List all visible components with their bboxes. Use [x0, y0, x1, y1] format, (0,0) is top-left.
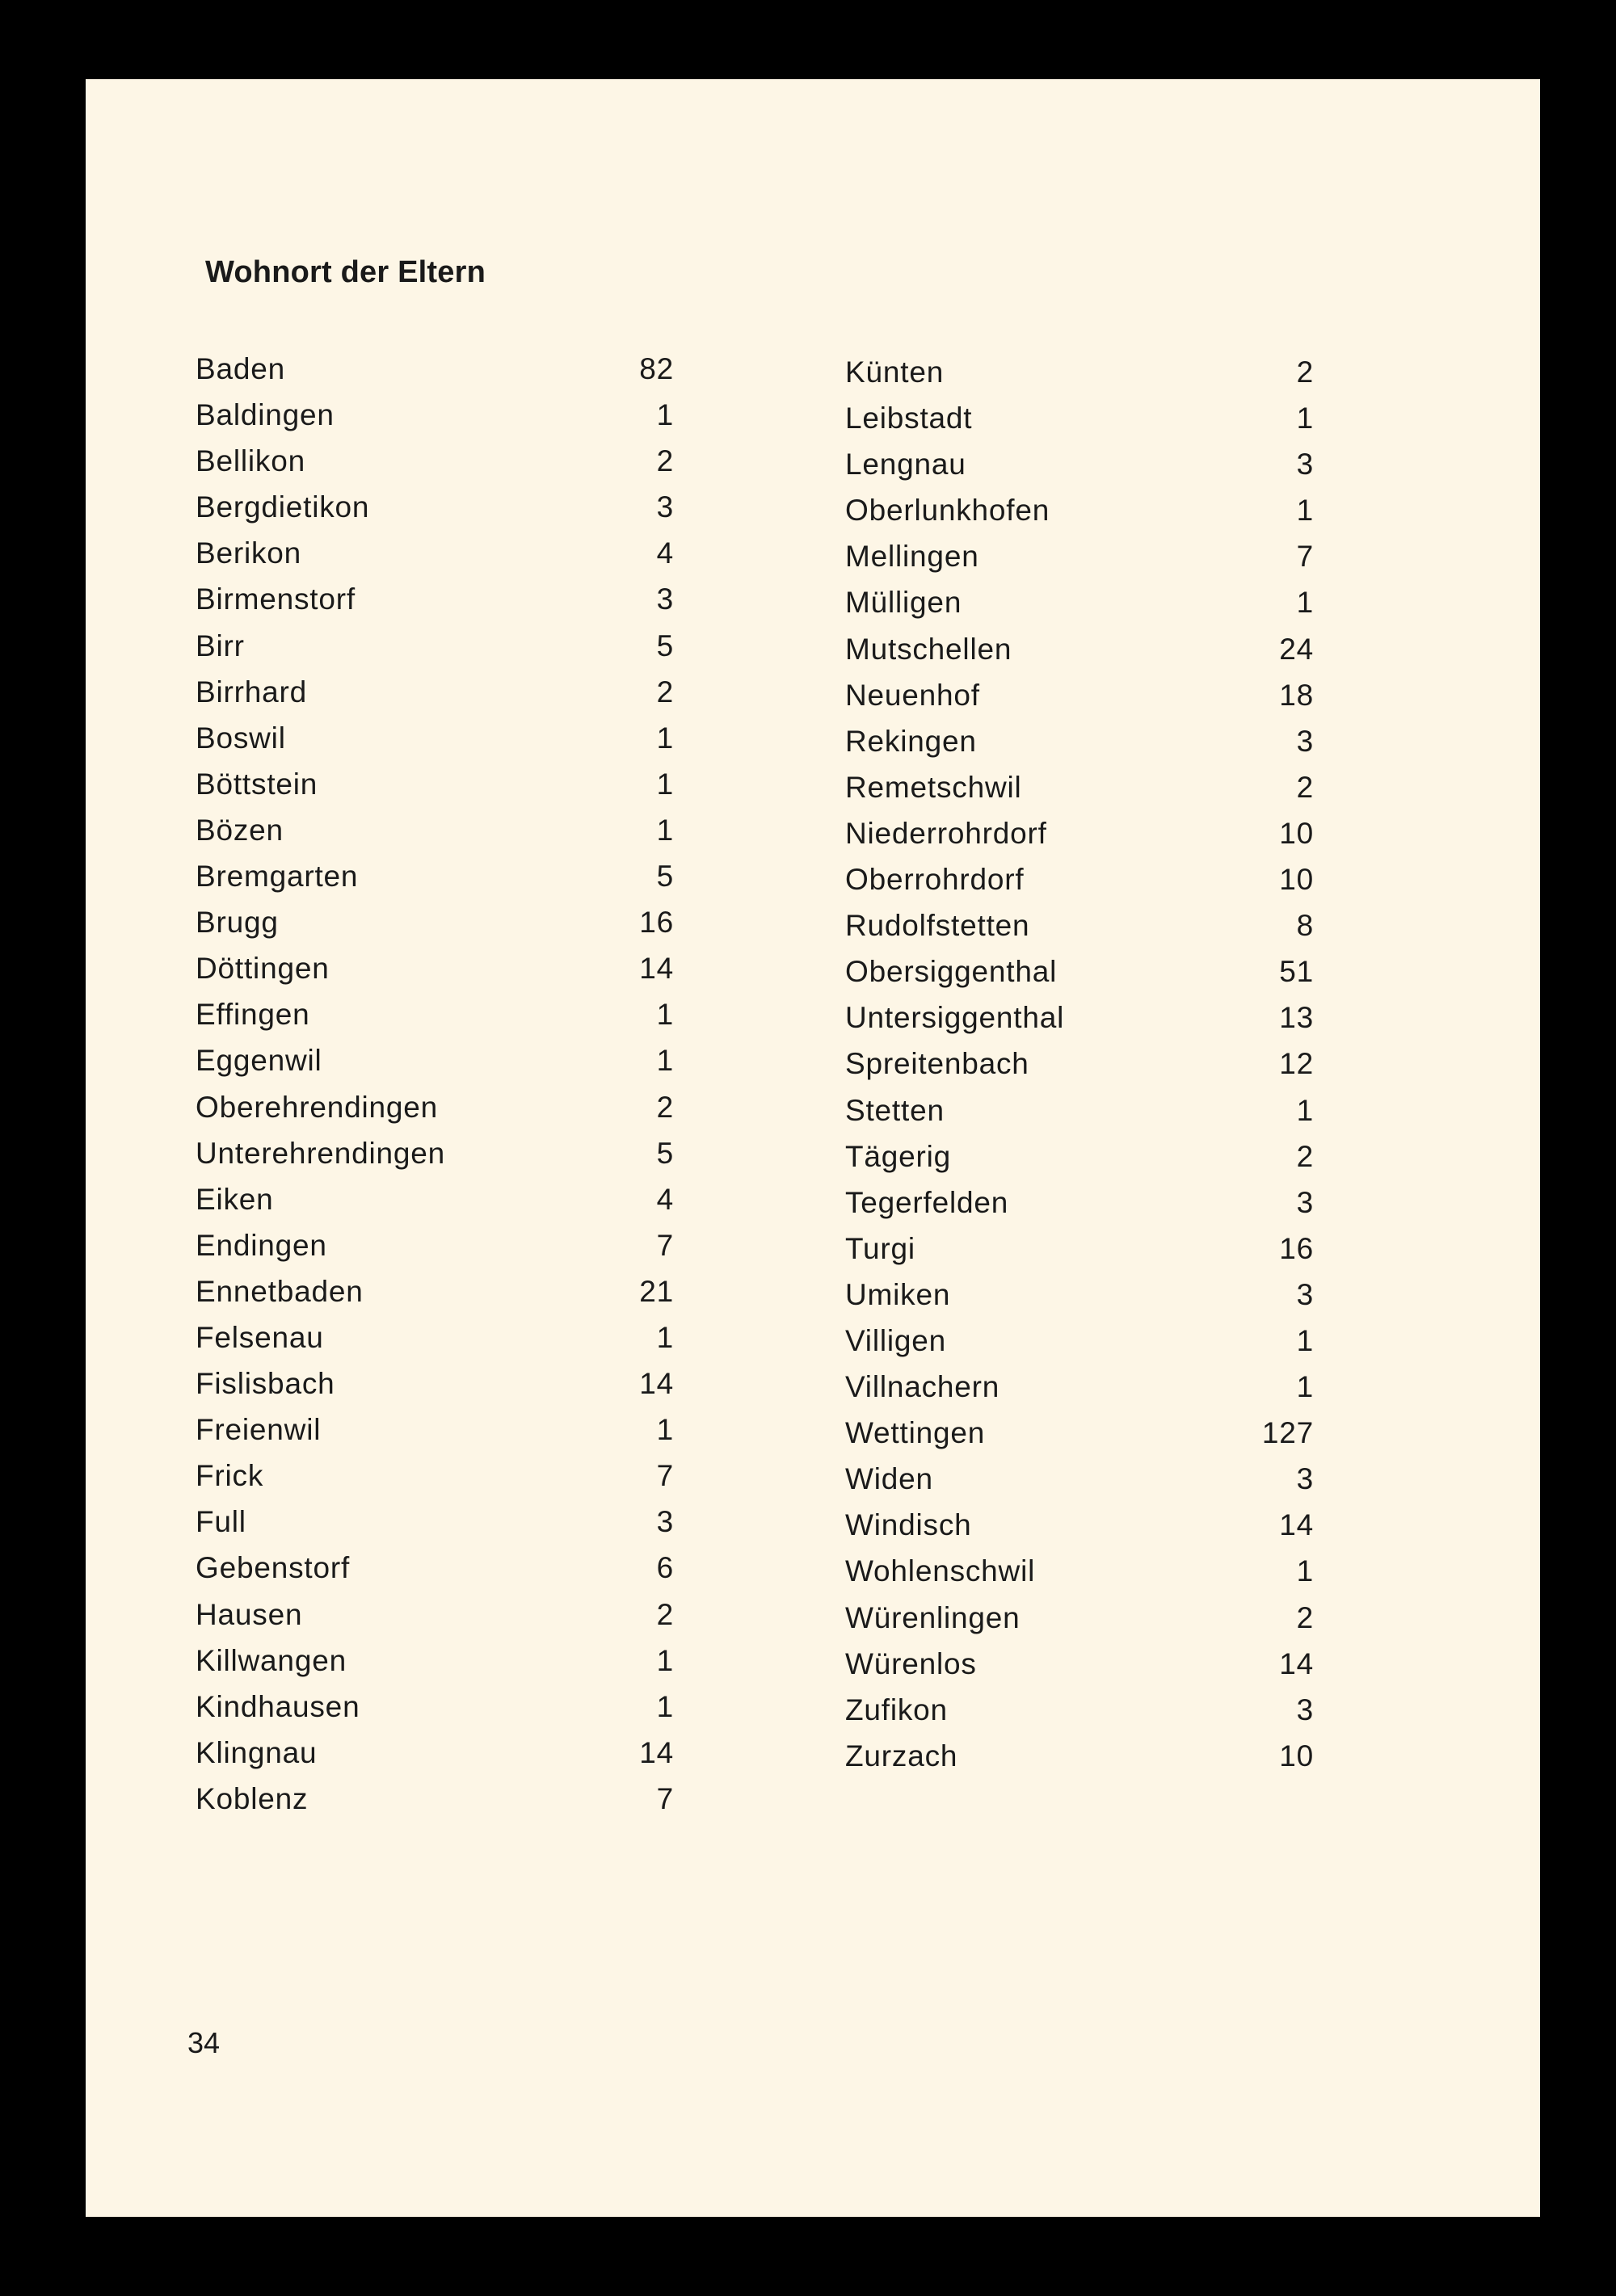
place-name: Boswil — [196, 721, 286, 755]
place-name: Baldingen — [196, 398, 335, 432]
place-name: Bözen — [196, 813, 284, 847]
list-row — [845, 395, 1314, 441]
place-name: Eiken — [196, 1182, 274, 1216]
list-row — [845, 810, 1314, 856]
list-row — [196, 807, 680, 853]
list-row — [196, 715, 680, 761]
list-row — [196, 853, 680, 899]
list-row — [196, 1684, 680, 1730]
place-count: 1 — [656, 721, 674, 755]
place-count: 3 — [1296, 1277, 1314, 1311]
list-row — [196, 1084, 680, 1130]
place-name: Brugg — [196, 906, 279, 940]
place-name: Tägerig — [845, 1139, 952, 1173]
place-count: 1 — [656, 1643, 674, 1677]
place-name: Zurzach — [845, 1739, 958, 1772]
list-row — [196, 899, 680, 945]
place-name: Birr — [196, 629, 245, 662]
place-name: Oberrohrdorf — [845, 863, 1025, 897]
place-count: 2 — [656, 1597, 674, 1631]
place-name: Spreitenbach — [845, 1047, 1029, 1081]
list-row — [196, 1176, 680, 1222]
place-count: 7 — [1296, 540, 1314, 574]
place-name: Turgi — [845, 1231, 915, 1265]
place-count: 4 — [656, 1182, 674, 1216]
place-name: Villnachern — [845, 1370, 1000, 1404]
place-name: Untersiggenthal — [845, 1001, 1065, 1035]
place-name: Bellikon — [196, 444, 305, 478]
place-name: Oberlunkhofen — [845, 494, 1050, 528]
place-name: Frick — [196, 1459, 264, 1493]
place-name: Mellingen — [845, 540, 979, 574]
list-row — [845, 349, 1314, 395]
list-row — [196, 346, 680, 392]
place-count: 6 — [656, 1551, 674, 1585]
place-name: Ennetbaden — [196, 1274, 364, 1308]
list-row — [196, 761, 680, 807]
place-name: Rekingen — [845, 724, 977, 758]
place-name: Baden — [196, 352, 285, 385]
list-row — [196, 530, 680, 576]
place-count: 10 — [1279, 816, 1314, 850]
list-row — [196, 1592, 680, 1638]
place-name: Klingnau — [196, 1735, 318, 1769]
place-name: Rudolfstetten — [845, 909, 1030, 943]
list-row — [845, 1641, 1314, 1687]
place-count: 1 — [656, 1689, 674, 1723]
place-count: 1 — [656, 998, 674, 1032]
place-name: Effingen — [196, 998, 310, 1032]
place-name: Unterehrendingen — [196, 1136, 446, 1170]
list-row — [845, 995, 1314, 1041]
place-count: 3 — [656, 582, 674, 616]
place-name: Remetschwil — [845, 770, 1022, 804]
place-name: Obersiggenthal — [845, 955, 1058, 989]
place-count: 3 — [1296, 1462, 1314, 1496]
place-name: Birmenstorf — [196, 582, 356, 616]
place-count: 16 — [1279, 1231, 1314, 1265]
list-row — [845, 441, 1314, 487]
place-name: Wettingen — [845, 1416, 986, 1450]
place-count: 3 — [1296, 448, 1314, 481]
place-count: 8 — [1296, 909, 1314, 943]
list-row — [196, 484, 680, 530]
place-count: 1 — [656, 1320, 674, 1354]
place-count: 4 — [656, 536, 674, 570]
place-count: 14 — [639, 952, 674, 986]
list-row — [196, 1314, 680, 1360]
place-name: Koblenz — [196, 1781, 309, 1815]
list-row — [845, 487, 1314, 533]
list-row — [845, 718, 1314, 764]
list-row — [845, 1733, 1314, 1779]
place-name: Tegerfelden — [845, 1185, 1009, 1219]
place-name: Mutschellen — [845, 632, 1012, 666]
place-name: Endingen — [196, 1228, 327, 1262]
place-name: Oberehrendingen — [196, 1090, 438, 1124]
place-name: Lengnau — [845, 448, 966, 481]
place-name: Döttingen — [196, 952, 330, 986]
place-count: 1 — [656, 813, 674, 847]
place-count: 1 — [1296, 494, 1314, 528]
place-count: 2 — [656, 444, 674, 478]
place-count: 14 — [639, 1735, 674, 1769]
right-column-list — [845, 349, 1314, 1779]
place-name: Wohlenschwil — [845, 1554, 1036, 1588]
list-row — [845, 1272, 1314, 1318]
place-name: Mülligen — [845, 586, 962, 620]
place-count: 10 — [1279, 863, 1314, 897]
list-row — [196, 1545, 680, 1591]
list-row — [845, 764, 1314, 810]
list-row — [845, 672, 1314, 718]
list-row — [845, 1087, 1314, 1133]
list-row — [196, 1360, 680, 1407]
place-count: 1 — [656, 1413, 674, 1447]
list-row — [845, 1548, 1314, 1594]
place-count: 3 — [656, 1505, 674, 1539]
place-count: 12 — [1279, 1047, 1314, 1081]
place-count: 24 — [1279, 632, 1314, 666]
place-name: Birrhard — [196, 675, 307, 709]
list-row — [196, 438, 680, 484]
list-row — [845, 902, 1314, 948]
list-row — [845, 1041, 1314, 1087]
place-name: Niederrohrdorf — [845, 816, 1047, 850]
place-name: Stetten — [845, 1093, 945, 1127]
place-count: 5 — [656, 860, 674, 894]
place-name: Würenlingen — [845, 1600, 1021, 1634]
list-row — [845, 1502, 1314, 1548]
place-count: 2 — [656, 1090, 674, 1124]
place-count: 1 — [656, 398, 674, 432]
place-count: 2 — [1296, 1600, 1314, 1634]
list-row — [845, 1133, 1314, 1180]
list-row — [845, 626, 1314, 672]
list-row — [845, 1410, 1314, 1456]
list-row — [845, 948, 1314, 995]
list-row — [196, 1776, 680, 1822]
list-row — [196, 392, 680, 438]
place-name: Zufikon — [845, 1693, 948, 1726]
place-name: Fislisbach — [196, 1367, 335, 1401]
place-name: Villigen — [845, 1323, 947, 1357]
list-row — [196, 669, 680, 715]
place-name: Freienwil — [196, 1413, 322, 1447]
left-column-list — [196, 346, 680, 1822]
place-name: Bremgarten — [196, 860, 359, 894]
place-count: 3 — [656, 490, 674, 524]
place-name: Full — [196, 1505, 246, 1539]
place-count: 1 — [1296, 1554, 1314, 1588]
list-row — [845, 533, 1314, 579]
list-row — [845, 1318, 1314, 1364]
place-name: Gebenstorf — [196, 1551, 351, 1585]
list-row — [845, 1226, 1314, 1272]
place-count: 13 — [1279, 1001, 1314, 1035]
place-name: Kindhausen — [196, 1689, 360, 1723]
place-count: 1 — [1296, 402, 1314, 435]
place-name: Eggenwil — [196, 1044, 322, 1078]
place-name: Neuenhof — [845, 678, 980, 712]
place-count: 51 — [1279, 955, 1314, 989]
place-name: Bergdietikon — [196, 490, 370, 524]
list-row — [196, 1407, 680, 1453]
place-count: 7 — [656, 1228, 674, 1262]
place-count: 3 — [1296, 1185, 1314, 1219]
place-count: 7 — [656, 1781, 674, 1815]
place-name: Böttstein — [196, 767, 318, 801]
list-row — [845, 1364, 1314, 1410]
list-row — [845, 1595, 1314, 1641]
place-count: 10 — [1279, 1739, 1314, 1772]
place-count: 14 — [1279, 1508, 1314, 1542]
list-row — [196, 1499, 680, 1545]
place-name: Killwangen — [196, 1643, 347, 1677]
place-name: Berikon — [196, 536, 302, 570]
place-name: Windisch — [845, 1508, 972, 1542]
place-count: 7 — [656, 1459, 674, 1493]
place-count: 3 — [1296, 724, 1314, 758]
place-count: 82 — [639, 352, 674, 385]
list-row — [196, 1453, 680, 1499]
place-count: 127 — [1261, 1416, 1314, 1450]
list-row — [196, 991, 680, 1037]
list-row — [196, 1730, 680, 1776]
list-row — [196, 1222, 680, 1268]
list-row — [845, 579, 1314, 625]
place-count: 5 — [656, 1136, 674, 1170]
list-row — [196, 1130, 680, 1176]
place-count: 2 — [1296, 1139, 1314, 1173]
page-number: 34 — [187, 2026, 221, 2059]
place-count: 21 — [639, 1274, 674, 1308]
place-count: 2 — [1296, 355, 1314, 389]
place-count: 1 — [1296, 586, 1314, 620]
place-count: 1 — [1296, 1370, 1314, 1404]
place-count: 1 — [1296, 1093, 1314, 1127]
place-count: 14 — [639, 1367, 674, 1401]
place-count: 14 — [1279, 1646, 1314, 1680]
place-count: 3 — [1296, 1693, 1314, 1726]
place-count: 5 — [656, 629, 674, 662]
page-heading: Wohnort der Eltern — [205, 255, 486, 289]
place-count: 1 — [656, 1044, 674, 1078]
document-page — [86, 79, 1540, 2217]
place-count: 16 — [639, 906, 674, 940]
list-row — [196, 945, 680, 991]
place-name: Umiken — [845, 1277, 951, 1311]
place-count: 2 — [1296, 770, 1314, 804]
list-row — [196, 623, 680, 669]
list-row — [196, 1037, 680, 1083]
place-name: Würenlos — [845, 1646, 977, 1680]
place-name: Felsenau — [196, 1320, 324, 1354]
place-name: Künten — [845, 355, 945, 389]
place-count: 18 — [1279, 678, 1314, 712]
list-row — [845, 856, 1314, 902]
list-row — [196, 1268, 680, 1314]
place-count: 1 — [656, 767, 674, 801]
list-row — [196, 1638, 680, 1684]
place-count: 2 — [656, 675, 674, 709]
place-name: Hausen — [196, 1597, 303, 1631]
place-name: Widen — [845, 1462, 933, 1496]
list-row — [845, 1180, 1314, 1226]
list-row — [196, 576, 680, 622]
list-row — [845, 1687, 1314, 1733]
place-count: 1 — [1296, 1323, 1314, 1357]
place-name: Leibstadt — [845, 402, 973, 435]
list-row — [845, 1456, 1314, 1502]
